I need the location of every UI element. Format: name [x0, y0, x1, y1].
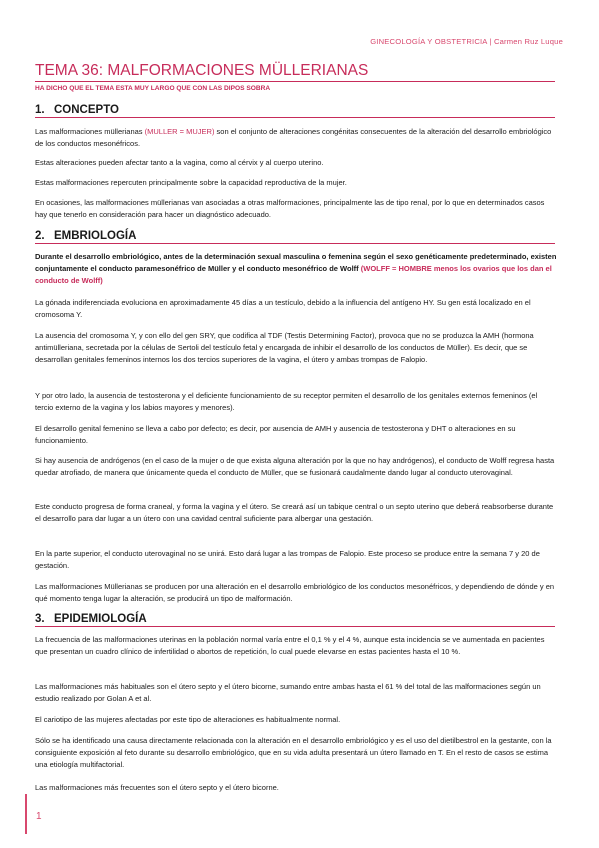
section-number: 1.	[35, 104, 45, 116]
paragraph-text: Durante el desarrollo embriológico, antes de la determinación sexual masculina o femenina según el sexo genéticamente predeterminado, existen conjuntamente el conducto paramesonéfrico de Müller y el conducto mesonéfrico de Wolff	[35, 252, 557, 274]
paragraph: La frecuencia de las malformaciones uterinas en la población normal varía entre el 0,1 % y el 4 %, aunque esta incidencia se ve aumentada en pacientes que presentan un cuadro clínico de infertilidad o abortos de repetición, lo cual puede elevarse en estas pacientes hasta el 10 %.	[35, 635, 545, 657]
paragraph: Si hay ausencia de andrógenos (en el caso de la mujer o de que exista alguna alteración por la que no hay andrógenos), el conducto de Wolff regresa hasta quedar atrofiado, de manera que únicamente queda el conducto de Müller, que se fusionará caudalmente dando lugar al conducto uterovaginal.	[35, 456, 555, 478]
paragraph-text: Las malformaciones müllerianas	[35, 127, 145, 136]
section-number: 2.	[35, 230, 45, 242]
section-title: EPIDEMIOLOGÍA	[54, 613, 147, 625]
paragraph: Este conducto progresa de forma craneal, y forma la vagina y el útero. Se creará así un tabique central o un septo uterino que deberá reabsorberse durante el desarrollo para dar lugar a un útero con una cavidad central suficiente para albergar una gestación.	[35, 502, 554, 524]
paragraph	[35, 251, 557, 288]
paragraph	[35, 126, 557, 150]
highlight-note: (MULLER = MUJER)	[144, 127, 215, 136]
paragraph: Y por otro lado, la ausencia de testosterona y el deficiente funcionamiento de su receptor permiten el desarrollo de los genitales externos femeninos (el tercio externo de la vagina y los labios mayores y menores).	[35, 391, 538, 413]
paragraph: El desarrollo genital femenino se lleva a cabo por defecto; es decir, por ausencia de AMH y ausencia de testosterona y DHT o alteraciones en su funcionamiento.	[35, 424, 516, 446]
highlight-note: (WOLFF = HOMBRE menos los ovarios que los dan el conducto de Wolff)	[35, 264, 552, 286]
paragraph: Sólo se ha identificado una causa directamente relacionada con la alteración en el desarrollo embriológico y es el uso del dietilbestrol en la gestante, con la consiguiente exposición al feto durante su desarrollo embriológico, que en su vida adulta presentará un útero llamado en T. En el resto de casos se estima una etiología multifactorial.	[35, 736, 552, 770]
running-header: GINECOLOGÍA Y OBSTETRICIA | Carmen Ruz Luque	[370, 37, 563, 46]
page-subtitle-note: HA DICHO QUE EL TEMA ESTA MUY LARGO QUE CON LAS DIPOS SOBRA	[35, 85, 271, 92]
paragraph: La ausencia del cromosoma Y, y con ello del gen SRY, que codifica al TDF (Testis Determining Factor), provoca que no se produzca la AMH (hormona antimülleriana, secretada por la células de Sertoli del testículo fetal y encargada de inhibir el desarrollo de los conductos de Müller). Es decir, que se desarrollan genitales femeninos internos los dos tercios superiores de la vagina, el útero y ambas trompas de Falopio.	[35, 331, 534, 365]
section-heading-concepto	[35, 104, 555, 118]
paragraph: Estas malformaciones repercuten principalmente sobre la capacidad reproductiva de la mujer.	[35, 178, 347, 187]
page-number: 1	[36, 811, 42, 822]
section-heading-embriologia	[35, 230, 555, 244]
paragraph: La gónada indiferenciada evoluciona en aproximadamente 45 días a un testículo, debido a la influencia del antígeno HY. Su gen está localizado en el cromosoma Y.	[35, 298, 531, 320]
section-title: EMBRIOLOGÍA	[54, 230, 137, 242]
section-title: CONCEPTO	[54, 104, 119, 116]
page-margin-bar	[25, 794, 27, 834]
paragraph: En la parte superior, el conducto uterovaginal no se unirá. Esto dará lugar a las trompas de Falopio. Este proceso se produce entre la semana 7 y 20 de gestación.	[35, 549, 540, 571]
section-heading-epidemiologia	[35, 613, 555, 627]
paragraph: En ocasiones, las malformaciones müllerianas van asociadas a otras malformaciones, principalmente las de tipo renal, por lo que en determinados casos hay que tenerlo en consideración para hacer un diagnóstico adecuado.	[35, 198, 545, 220]
paragraph: Estas alteraciones pueden afectar tanto a la vagina, como al cérvix y al cuerpo uterino.	[35, 158, 324, 167]
paragraph-text: son el conjunto de alteraciones congénitas consecuentes de la alteración del desarrollo embriológico de los conductos mesonéfricos.	[35, 127, 552, 149]
section-number: 3.	[35, 613, 45, 625]
paragraph: El cariotipo de las mujeres afectadas por este tipo de alteraciones es habitualmente normal.	[35, 715, 341, 724]
paragraph: Las malformaciones Müllerianas se producen por una alteración en el desarrollo embriológico de los conductos mesonéfricos, y dependiendo de dónde y en qué momento tenga lugar la alteración, se producirá un tipo de malformación.	[35, 582, 555, 604]
paragraph: Las malformaciones más frecuentes son el útero septo y el útero bicorne.	[35, 783, 279, 792]
paragraph: Las malformaciones más habituales son el útero septo y el útero bicorne, sumando entre ambas hasta el 61 % del total de las malformaciones según un estudio realizado por Golan A et al.	[35, 682, 541, 704]
page-title: TEMA 36: MALFORMACIONES MÜLLERIANAS	[35, 62, 555, 82]
